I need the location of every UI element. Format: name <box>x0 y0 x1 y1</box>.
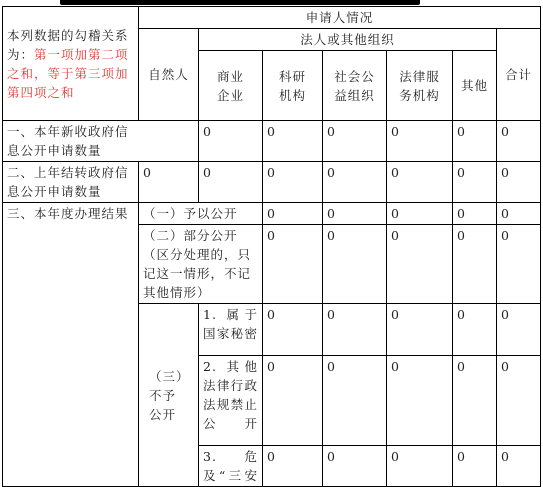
cell-value: 0 <box>323 446 387 487</box>
cell-value: 0 <box>323 121 387 162</box>
cell-value: 0 <box>497 121 541 162</box>
legal-other-header: 法人或其他组织 <box>199 29 497 51</box>
research-header: 科研机构 <box>263 51 323 121</box>
cell-value: 0 <box>497 304 541 356</box>
cell-value: 0 <box>263 446 323 487</box>
cell-value: 0 <box>263 304 323 356</box>
relation-note <box>3 7 139 121</box>
row-sublabel: （三）不予公开 <box>139 304 199 487</box>
cell-value: 0 <box>453 203 497 225</box>
cell-value: 0 <box>387 446 453 487</box>
cell-value: 0 <box>323 304 387 356</box>
cell-value: 0 <box>387 356 453 446</box>
row-label: 1. 属于国家秘密 <box>199 304 263 356</box>
cell-value: 0 <box>387 304 453 356</box>
applicant-status-header: 申请人情况 <box>139 7 541 29</box>
legal-service-header: 法律服务机构 <box>387 51 453 121</box>
cell-value: 0 <box>263 356 323 446</box>
cell-value: 0 <box>453 304 497 356</box>
natural-person-header: 自然人 <box>139 29 199 121</box>
relation-note-highlight: 第一项加第二项之和，等于第三项加第四项之和 <box>7 46 129 100</box>
row-group-label: 三、本年度办理结果 <box>3 203 139 487</box>
cell-value: 0 <box>263 203 323 225</box>
row-label: 2. 其他法律行政法规禁止公开 <box>199 356 263 446</box>
cell-value: 0 <box>139 162 199 203</box>
table-row <box>3 121 541 162</box>
relation-note-text: 本列数据的勾稽关系为： <box>7 27 129 62</box>
cell-value: 0 <box>497 162 541 203</box>
cell-value: 0 <box>199 121 263 162</box>
row-label: （一）予以公开 <box>139 203 263 225</box>
social-public-header: 社会公益组织 <box>323 51 387 121</box>
commercial-header: 商业企业 <box>199 51 263 121</box>
cell-value: 0 <box>453 356 497 446</box>
cell-value: 0 <box>263 121 323 162</box>
cell-value: 0 <box>453 225 497 304</box>
cell-value: 0 <box>387 225 453 304</box>
cell-value: 0 <box>453 121 497 162</box>
cell-value: 0 <box>387 121 453 162</box>
cell-value: 0 <box>497 446 541 487</box>
cell-value: 0 <box>387 203 453 225</box>
cell-value: 0 <box>323 203 387 225</box>
other-header: 其他 <box>453 51 497 121</box>
row-label: 3. 危及“三安 <box>199 446 263 487</box>
total-header: 合计 <box>497 29 541 121</box>
table-row <box>3 162 541 203</box>
disclosure-statistics-table <box>2 6 541 487</box>
row-label: 二、上年结转政府信息公开申请数量 <box>3 162 139 203</box>
cell-value: 0 <box>323 225 387 304</box>
cell-value: 0 <box>453 162 497 203</box>
cell-value: 0 <box>453 446 497 487</box>
cell-value: 0 <box>497 356 541 446</box>
cell-value: 0 <box>497 225 541 304</box>
top-cropped-title-bar <box>60 0 420 5</box>
cell-value: 0 <box>263 162 323 203</box>
cell-value: 0 <box>263 225 323 304</box>
cell-value: 0 <box>497 203 541 225</box>
cell-value: 0 <box>387 162 453 203</box>
row-label: （二）部分公开（区分处理的，只记这一情形，不记其他情形） <box>139 225 263 304</box>
cell-value: 0 <box>323 356 387 446</box>
cell-value: 0 <box>199 162 263 203</box>
table-row <box>3 203 541 225</box>
cell-value: 0 <box>323 162 387 203</box>
row-label: 一、本年新收政府信息公开申请数量 <box>3 121 199 162</box>
